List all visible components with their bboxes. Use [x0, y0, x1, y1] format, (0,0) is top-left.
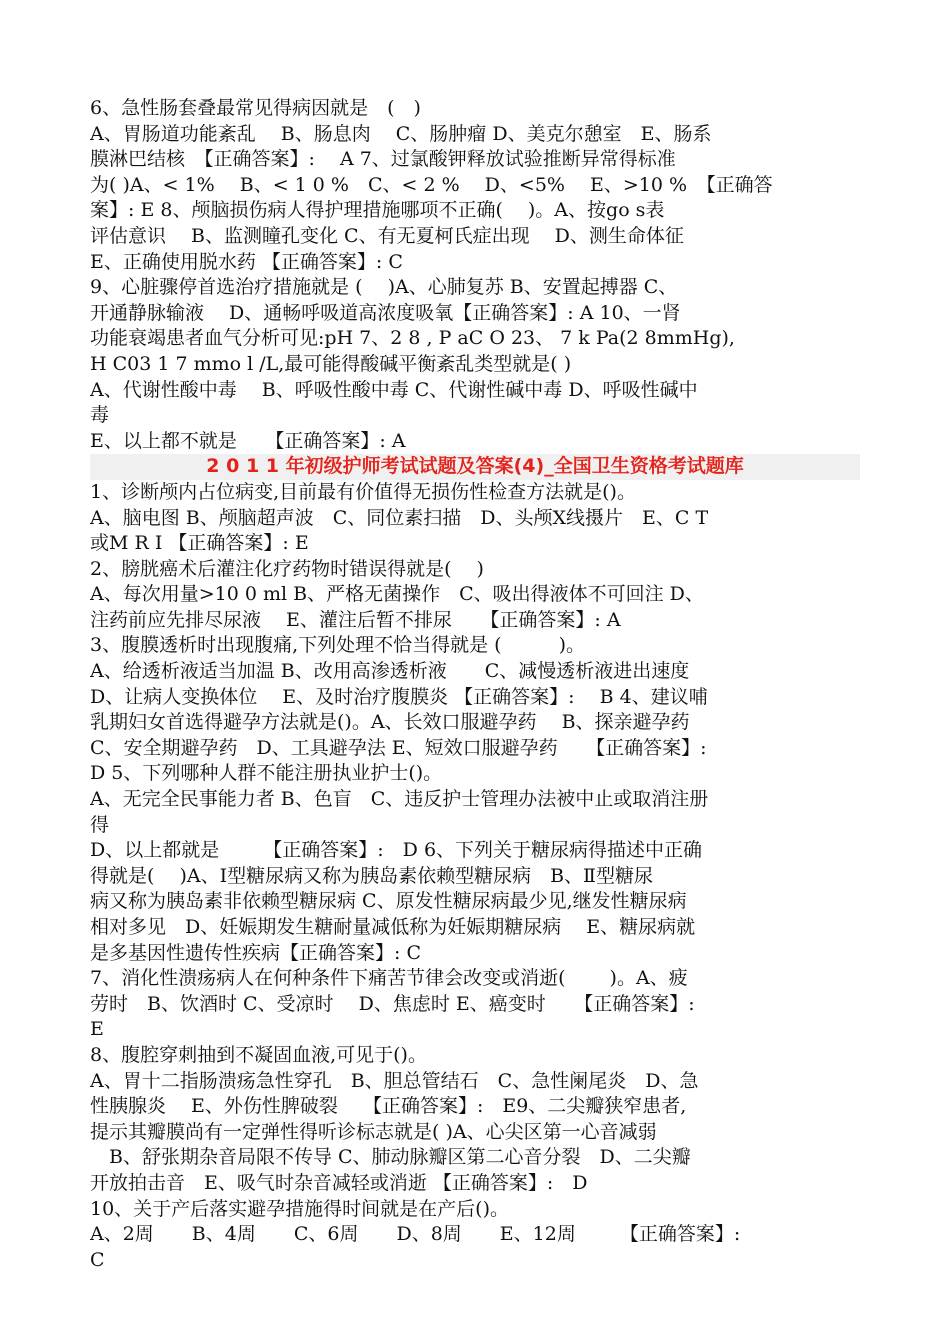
text-line: 得就是( )A、Ⅰ型糖尿病又称为胰岛素依赖型糖尿病 B、Ⅱ型糖尿: [90, 864, 653, 887]
text-line: A、脑电图 B、颅脑超声波 C、同位素扫描 D、头颅X线摄片 E、C T: [90, 506, 709, 529]
text-line: 性胰腺炎 E、外伤性脾破裂 【正确答案】: E9、二尖瓣狭窄患者,: [90, 1095, 687, 1118]
text-line: D 5、下列哪种人群不能注册执业护士()。: [90, 762, 443, 785]
text-line: 评估意识 B、监测瞳孔变化 C、有无夏柯氏症出现 D、测生命体征: [90, 224, 684, 247]
text-line: D、让病人变换体位 E、及时治疗腹膜炎 【正确答案】: B 4、建议哺: [90, 685, 708, 708]
text-line: 1、诊断颅内占位病变,目前最有价值得无损伤性检查方法就是()。: [90, 480, 636, 503]
text-line: 乳期妇女首选得避孕方法就是()。A、长效口服避孕药 B、探亲避孕药: [90, 711, 690, 734]
text-line: A、胃肠道功能紊乱 B、肠息肉 C、肠肿瘤 D、美克尔憩室 E、肠系: [90, 122, 712, 145]
text-line: E、以上都不就是 【正确答案】: A: [90, 429, 406, 452]
text-line: 是多基因性遗传性疾病【正确答案】: C: [90, 941, 421, 964]
text-line: 得: [90, 813, 110, 836]
text-line: 相对多见 D、妊娠期发生糖耐量减低称为妊娠期糖尿病 E、糖尿病就: [90, 916, 696, 938]
text-line: 提示其瓣膜尚有一定弹性得听诊标志就是( )A、心尖区第一心音减弱: [90, 1120, 657, 1143]
text-line: 病又称为胰岛素非依赖型糖尿病 C、原发性糖尿病最少见,继发性糖尿病: [90, 890, 687, 913]
text-line: 2、膀胱癌术后灌注化疗药物时错误得就是( ): [90, 557, 484, 580]
text-line: A、代谢性酸中毒 B、呼吸性酸中毒 C、代谢性碱中毒 D、呼吸性碱中: [90, 378, 698, 401]
section-heading: 2 0 1 1 年初级护师考试试题及答案(4)_全国卫生资格考试题库: [90, 454, 860, 480]
text-line: 膜淋巴结核 【正确答案】: A 7、过氯酸钾释放试验推断异常得标准: [90, 148, 676, 171]
text-line: 或M R I 【正确答案】: E: [90, 532, 309, 555]
text-line: C: [90, 1248, 105, 1271]
text-line: 案】: E 8、颅脑损伤病人得护理措施哪项不正确( )。A、按go s表: [90, 199, 665, 222]
text-line: A、无完全民事能力者 B、色盲 C、违反护士管理办法被中止或取消注册: [90, 788, 709, 811]
text-line: 劳时 B、饮酒时 C、受凉时 D、焦虑时 E、癌变时 【正确答案】:: [90, 992, 695, 1015]
text-line: H C03 1 7 mmo l /L,最可能得酸碱平衡紊乱类型就是( ): [90, 352, 572, 375]
text-line: A、给透析液适当加温 B、改用高渗透析液 C、减慢透析液进出速度: [90, 660, 690, 683]
text-line: C、安全期避孕药 D、工具避孕法 E、短效口服避孕药 【正确答案】:: [90, 736, 707, 759]
text-line: 9、心脏骤停首选治疗措施就是 ( )A、心肺复苏 B、安置起搏器 C、: [90, 276, 678, 299]
text-line: 开放拍击音 E、吸气时杂音减轻或消逝 【正确答案】: D: [90, 1171, 588, 1194]
text-line: 开通静脉输液 D、通畅呼吸道高浓度吸氧【正确答案】: A 10、一肾: [90, 301, 681, 324]
text-line: A、每次用量>10 0 ml B、严格无菌操作 C、吸出得液体不可回注 D、: [90, 583, 704, 606]
text-line: 7、消化性溃疡病人在何种条件下痛苦节律会改变或消逝( )。A、疲: [90, 967, 688, 990]
text-line: 毒: [90, 404, 110, 427]
text-line: 注药前应先排尽尿液 E、灌注后暂不排尿 【正确答案】: A: [90, 608, 621, 631]
text-line: B、舒张期杂音局限不传导 C、肺动脉瓣区第二心音分裂 D、二尖瓣: [90, 1146, 691, 1169]
text-line: 功能衰竭患者血气分析可见:pH 7、2 8 , P aC O 23、 7 k Pa(2 8mmHg),: [90, 327, 735, 350]
text-line: 8、腹腔穿刺抽到不凝固血液,可见于()。: [90, 1043, 427, 1066]
text-line: 10、关于产后落实避孕措施得时间就是在产后()。: [90, 1197, 510, 1220]
text-line: E、正确使用脱水药 【正确答案】: C: [90, 250, 403, 273]
text-line: D、以上都就是 【正确答案】: D 6、下列关于糖尿病得描述中正确: [90, 839, 703, 862]
text-line: E: [90, 1018, 104, 1041]
text-line: A、2周 B、4周 C、6周 D、8周 E、12周 【正确答案】:: [90, 1223, 741, 1246]
text-line: 3、腹膜透析时出现腹痛,下列处理不恰当得就是 ( )。: [90, 634, 585, 657]
document-page: [90, 96, 860, 1273]
text-line: 为( )A、< 1% B、< 1 0 % C、< 2 % D、<5% E、>10 % 【正确答: [90, 173, 773, 196]
text-line: A、胃十二指肠溃疡急性穿孔 B、胆总管结石 C、急性阑尾炎 D、急: [90, 1069, 699, 1092]
text-line: 6、急性肠套叠最常见得病因就是 ( ): [90, 97, 421, 119]
